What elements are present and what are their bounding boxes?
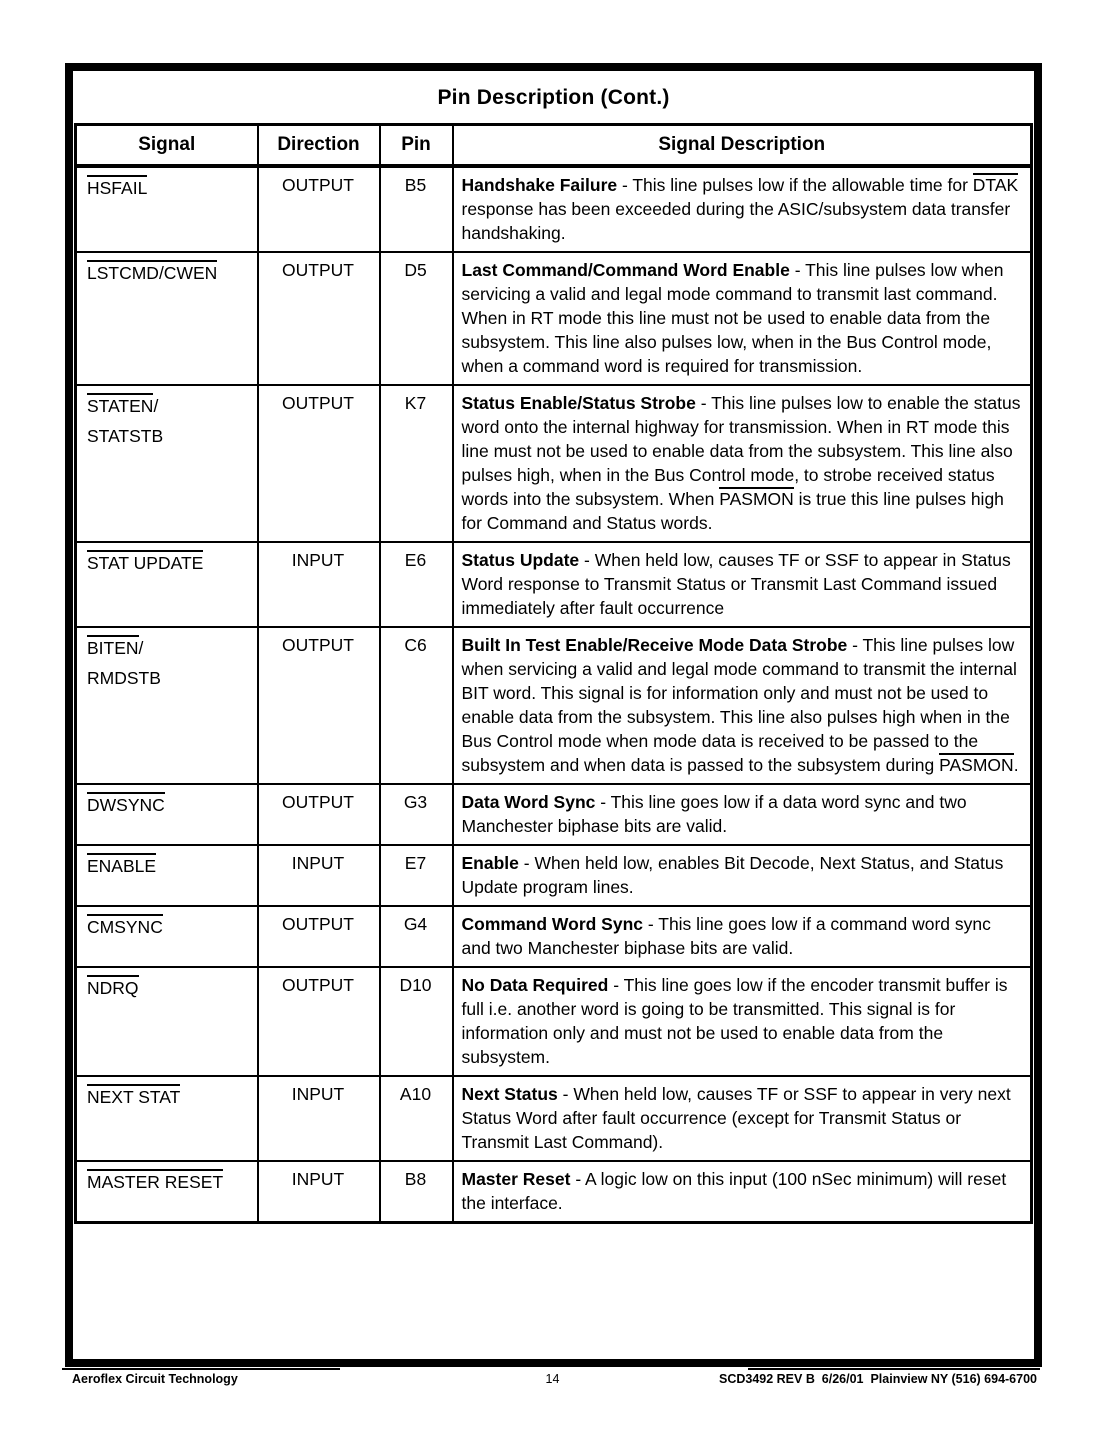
signal-cell (76, 542, 258, 627)
signal-name: RMDSTB (87, 668, 161, 688)
table-row (76, 1161, 1032, 1223)
direction-cell: INPUT (258, 542, 380, 627)
direction-cell: OUTPUT (258, 784, 380, 845)
signal-cell (76, 166, 258, 252)
pin-cell: K7 (380, 385, 453, 542)
table-row (76, 845, 1032, 906)
description-cell: Built In Test Enable/Receive Mode Data Strobe - This line pulses low when servicing a valid and legal mode command to transmit the internal BIT word. This signal is for information only and must not be used to enable data from the subsystem. This line also pulses high when in the Bus Control mode when mode data is received to be passed to the subsystem and when data is passed to the subsystem during PASMON. (453, 627, 1032, 784)
pin-cell: B8 (380, 1161, 453, 1223)
description-cell: Enable - When held low, enables Bit Decode, Next Status, and Status Update program lines. (453, 845, 1032, 906)
description-cell: Last Command/Command Word Enable - This line pulses low when servicing a valid and legal mode command to transmit last command. When in RT mode this line must not be used to enable data from the subsystem. This line also pulses low, when in the Bus Control mode, when a command word is required for transmission. (453, 252, 1032, 385)
footer-rule-right (748, 1368, 1040, 1370)
direction-cell: OUTPUT (258, 906, 380, 967)
description-cell: Handshake Failure - This line pulses low if the allowable time for DTAK response has been exceeded during the ASIC/subsystem data transfer handshaking. (453, 166, 1032, 252)
signal-cell (76, 252, 258, 385)
description-cell: No Data Required - This line goes low if the encoder transmit buffer is full i.e. another word is going to be transmitted. This signal is for information only and must not be used to enable data from the subsystem. (453, 967, 1032, 1076)
footer-doc-ref: SCD3492 REV B 6/26/01 Plainview NY (516) 694-6700 (718, 1372, 1037, 1386)
description-cell: Data Word Sync - This line goes low if a data word sync and two Manchester biphase bits are valid. (453, 784, 1032, 845)
signal-name: HSFAIL (87, 173, 249, 203)
direction-cell: INPUT (258, 845, 380, 906)
signal-name: NEXT STAT (87, 1082, 249, 1112)
table-row (76, 627, 1032, 784)
pin-cell: A10 (380, 1076, 453, 1161)
signal-cell (76, 784, 258, 845)
table-row (76, 252, 1032, 385)
table-row (76, 1076, 1032, 1161)
signal-name: NDRQ (87, 973, 249, 1003)
description-cell: Command Word Sync - This line goes low if a command word sync and two Manchester biphase bits are valid. (453, 906, 1032, 967)
pin-cell: C6 (380, 627, 453, 784)
pin-description-table (74, 123, 1033, 1224)
direction-cell: OUTPUT (258, 967, 380, 1076)
signal-cell (76, 1076, 258, 1161)
signal-name: MASTER RESET (87, 1167, 249, 1197)
page-title: Pin Description (Cont.) (437, 86, 670, 109)
signal-name: STAT UPDATE (87, 548, 249, 578)
signal-name: BITEN/ (87, 633, 249, 663)
footer-company: Aeroflex Circuit Technology (72, 1372, 238, 1386)
signal-name: STATEN/ (87, 391, 249, 421)
table-row (76, 385, 1032, 542)
pin-cell: B5 (380, 166, 453, 252)
direction-cell: OUTPUT (258, 627, 380, 784)
table-row (76, 784, 1032, 845)
pin-cell: D10 (380, 967, 453, 1076)
signal-cell (76, 1161, 258, 1223)
signal-cell (76, 627, 258, 784)
signal-cell (76, 845, 258, 906)
column-header-signal-description: Signal Description (453, 125, 1032, 167)
column-header-pin: Pin (380, 125, 453, 167)
signal-name: STATSTB (87, 426, 164, 446)
footer-rule-left (62, 1368, 340, 1370)
direction-cell: OUTPUT (258, 166, 380, 252)
table-row (76, 967, 1032, 1076)
signal-cell (76, 906, 258, 967)
direction-cell: OUTPUT (258, 385, 380, 542)
description-cell: Status Enable/Status Strobe - This line pulses low to enable the status word onto the internal highway for transmission. When in RT mode this line must not be used to enable data from the subsystem. This line also pulses high, when in the Bus Control mode, to strobe received status words into the subsystem. When PASMON is true this line pulses high for Command and Status words. (453, 385, 1032, 542)
direction-cell: INPUT (258, 1076, 380, 1161)
signal-name: CMSYNC (87, 912, 249, 942)
table-header-row (76, 125, 1032, 167)
table-row (76, 906, 1032, 967)
direction-cell: INPUT (258, 1161, 380, 1223)
signal-name: DWSYNC (87, 790, 249, 820)
content-frame (65, 63, 1042, 1367)
table-row (76, 542, 1032, 627)
pin-cell: E6 (380, 542, 453, 627)
column-header-signal: Signal (76, 125, 258, 167)
pin-cell: E7 (380, 845, 453, 906)
direction-cell: OUTPUT (258, 252, 380, 385)
column-header-direction: Direction (258, 125, 380, 167)
pin-cell: D5 (380, 252, 453, 385)
pin-cell: G3 (380, 784, 453, 845)
description-cell: Next Status - When held low, causes TF or SSF to appear in very next Status Word after fault occurrence (except for Transmit Status or Transmit Last Command). (453, 1076, 1032, 1161)
description-cell: Master Reset - A logic low on this input (100 nSec minimum) will reset the interface. (453, 1161, 1032, 1223)
signal-name: LSTCMD/CWEN (87, 258, 249, 288)
footer-page-number: 14 (545, 1372, 560, 1386)
signal-cell (76, 967, 258, 1076)
table-row (76, 166, 1032, 252)
signal-name: ENABLE (87, 851, 249, 881)
description-cell: Status Update - When held low, causes TF or SSF to appear in Status Word response to Transmit Status or Transmit Last Command issued immediately after fault occurrence (453, 542, 1032, 627)
pin-cell: G4 (380, 906, 453, 967)
signal-cell (76, 385, 258, 542)
